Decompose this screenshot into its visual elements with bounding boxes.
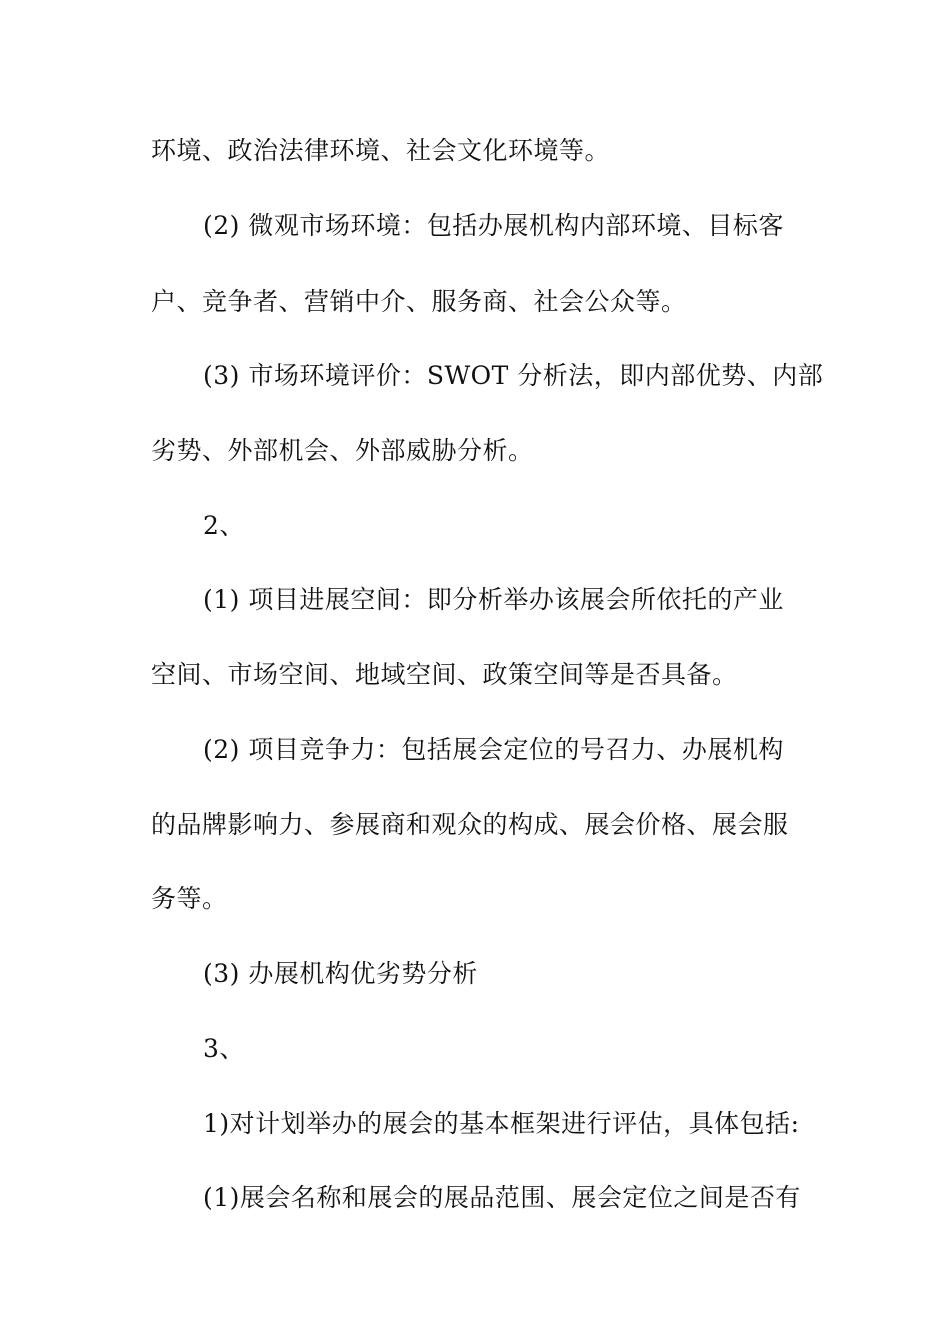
text-line: 1)对计划举办的展会的基本框架进行评估，具体包括: (203, 1109, 800, 1138)
text-line: (1) 项目进展空间：即分析举办该展会所依托的产业 (203, 585, 784, 614)
text-line: (2) 项目竞争力：包括展会定位的号召力、办展机构 (203, 735, 784, 764)
text-line: (1)展会名称和展会的展品范围、展会定位之间是否有 (203, 1183, 801, 1212)
text-line: 环境、政治法律环境、社会文化环境等。 (151, 136, 611, 165)
text-line: 户、竞争者、营销中介、服务商、社会公众等。 (151, 287, 687, 316)
text-line: (2) 微观市场环境：包括办展机构内部环境、目标客 (203, 211, 784, 240)
text-line: (3) 市场环境评价：SWOT 分析法，即内部优势、内部 (203, 361, 824, 390)
text-line: 务等。 (151, 884, 228, 913)
text-line: 的品牌影响力、参展商和观众的构成、展会价格、展会服 (151, 810, 789, 839)
text-line: (3) 办展机构优劣势分析 (203, 959, 478, 988)
text-line: 3、 (203, 1034, 245, 1063)
text-line: 空间、市场空间、地域空间、政策空间等是否具备。 (151, 660, 738, 689)
text-line: 劣势、外部机会、外部威胁分析。 (151, 436, 534, 465)
text-line: 2、 (203, 511, 245, 540)
